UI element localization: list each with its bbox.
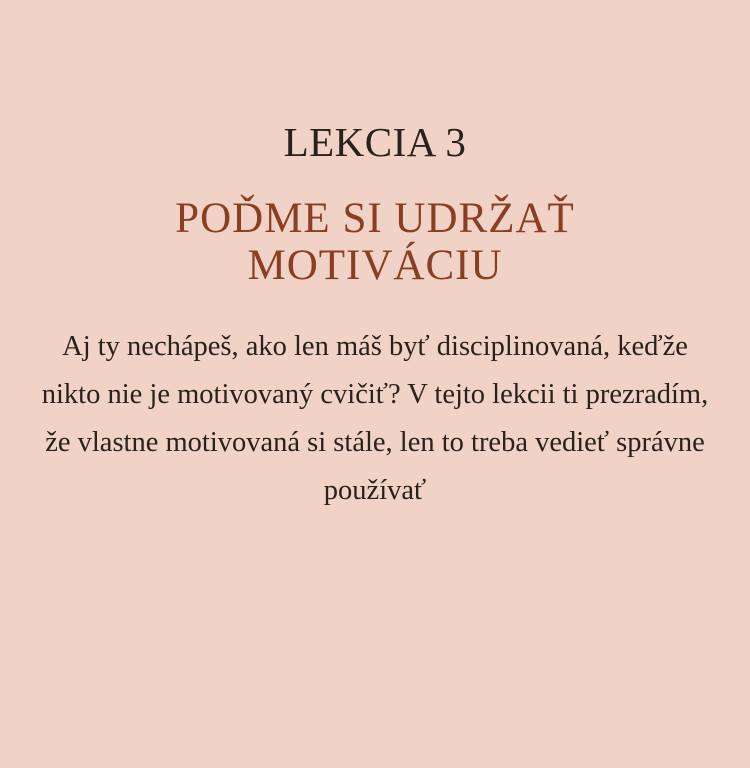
lesson-number: LEKCIA 3 — [283, 119, 467, 165]
lesson-title: POĎME SI UDRŽAŤ MOTIVÁCIU — [175, 195, 575, 289]
lesson-description: Aj ty nechápeš, ako len máš byť disciplinovaná, keďže nikto nie je motivovaný cvičiť? V tejto lekcii ti prezradím, že vlastne motivovaná si stále, len to treba vedieť správne používať — [41, 331, 709, 506]
